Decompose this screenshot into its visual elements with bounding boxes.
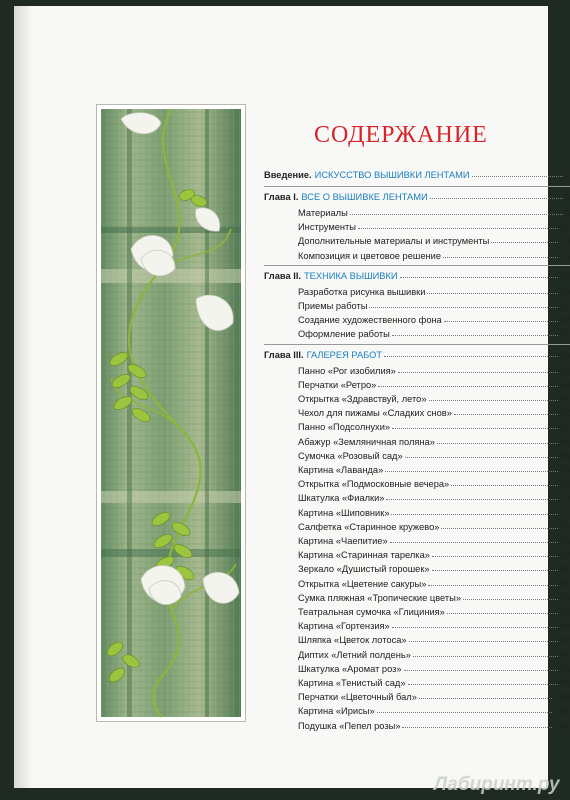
page-number: 6	[564, 192, 570, 202]
chapter-section-title: ГАЛЕРЕЯ РАБОТ	[306, 349, 383, 360]
leader-dots	[491, 242, 557, 243]
item-label: Шляпка «Цветок лотоса»	[298, 635, 407, 646]
page-number: 100	[554, 692, 570, 703]
page-number: 80	[559, 550, 570, 561]
toc-item-row[interactable]	[264, 204, 570, 218]
page-number: 94	[559, 649, 570, 660]
item-label: Картина «Тенистый сад»	[298, 678, 406, 688]
chapter-section-title: ИСКУССТВО ВЫШИВКИ ЛЕНТАМИ	[314, 170, 470, 180]
item-label: Абажур «Земляничная поляна»	[298, 436, 435, 447]
toc-item-row[interactable]	[264, 390, 570, 404]
leader-dots	[427, 293, 557, 294]
leader-dots	[437, 443, 558, 444]
item-label: Зеркало «Душистый горошек»	[298, 564, 430, 575]
item-label: Открытка «Здравствуй, лето»	[298, 394, 427, 404]
toc-item-row[interactable]	[264, 232, 570, 246]
page-spine-shadow	[14, 6, 30, 788]
leader-dots	[451, 485, 557, 486]
item-label: Картина «Чаепитие»	[298, 536, 388, 546]
toc-item-row[interactable]	[264, 646, 570, 660]
leader-dots	[391, 514, 557, 515]
page-number: 13	[559, 236, 570, 247]
item-label: Подушка «Пепел розы»	[298, 720, 401, 731]
chapter-label: Глава I.	[264, 192, 299, 202]
toc-item-row[interactable]	[264, 717, 570, 731]
chapter-label: Глава III.	[264, 349, 304, 360]
toc-chapter-row[interactable]	[264, 166, 570, 180]
leader-dots	[430, 198, 563, 199]
toc-item-row[interactable]	[264, 560, 570, 574]
book-page	[14, 6, 570, 795]
toc-item-row[interactable]	[264, 325, 570, 339]
toc-item-row[interactable]	[264, 418, 570, 432]
leader-dots	[386, 499, 557, 500]
item-label: Картина «Шиповник»	[298, 507, 390, 518]
toc-item-row[interactable]	[264, 404, 570, 418]
item-label: Картина «Гортензия»	[298, 621, 390, 632]
leader-dots	[377, 712, 553, 713]
page-number: 56	[559, 349, 570, 360]
page-number: 61	[559, 394, 570, 404]
page-number: 72	[559, 479, 570, 490]
watermark-logo: Лабиринт.ру	[434, 774, 560, 795]
page-number: 11	[560, 222, 570, 233]
toc-item-row[interactable]	[264, 362, 570, 376]
leader-dots	[432, 556, 558, 557]
page-number: 102	[554, 706, 570, 717]
page-number: 90	[559, 621, 570, 632]
chapter-divider	[264, 344, 570, 345]
leader-dots	[392, 627, 558, 628]
page-number: 86	[559, 592, 570, 603]
toc-item-row[interactable]	[264, 702, 570, 716]
item-label: Картина «Ирисы»	[298, 706, 375, 717]
toc-item-row[interactable]	[264, 688, 570, 702]
toc-item-row[interactable]	[264, 617, 570, 631]
toc-item-row[interactable]	[264, 283, 570, 297]
page-number: 76	[559, 521, 570, 532]
page-number: 96	[559, 663, 570, 674]
leader-dots	[444, 321, 558, 322]
embroidery-photo-frame	[96, 104, 246, 722]
embroidery-illustration	[101, 109, 241, 717]
leader-dots	[428, 585, 557, 586]
toc-item-row[interactable]	[264, 218, 570, 232]
page-number: 73	[559, 493, 570, 504]
leader-dots	[405, 457, 558, 458]
leader-dots	[378, 386, 557, 387]
item-label: Театральная сумочка «Глициния»	[298, 607, 445, 617]
leader-dots	[358, 228, 558, 229]
leader-dots	[454, 414, 558, 415]
toc-item-row[interactable]	[264, 532, 570, 546]
leader-dots	[385, 471, 557, 472]
leader-dots	[350, 214, 563, 215]
item-label: Приемы работы	[298, 301, 368, 311]
toc-item-row[interactable]	[264, 376, 570, 390]
item-label: Салфетка «Старинное кружево»	[298, 521, 440, 532]
item-label: Открытка «Подмосковные вечера»	[298, 479, 450, 490]
item-label: Панно «Рог изобилия»	[298, 365, 396, 376]
item-label: Картина «Старинная тарелка»	[298, 550, 430, 561]
chapter-divider	[264, 186, 570, 187]
leader-dots	[408, 684, 558, 685]
toc-item-row[interactable]	[264, 433, 570, 447]
leader-dots	[447, 613, 558, 614]
page-number: 70	[559, 465, 570, 475]
toc-chapter-row[interactable]	[264, 188, 570, 202]
item-label: Материалы	[298, 208, 348, 218]
page-number: 88	[559, 607, 570, 617]
page-number: 92	[559, 635, 570, 646]
ribbon-embroidery-photo	[101, 109, 241, 717]
chapter-section-title: ТЕХНИКА ВЫШИВКИ	[303, 270, 398, 281]
page-number: 84	[559, 578, 570, 589]
toc-item-row[interactable]	[264, 447, 570, 461]
leader-dots	[400, 277, 558, 278]
page-number: 58	[559, 365, 570, 376]
leader-dots	[369, 307, 557, 308]
page-number: 21	[559, 301, 570, 311]
page-number: 20	[559, 286, 570, 297]
page-number: 104	[554, 720, 570, 731]
leader-dots	[398, 372, 558, 373]
leader-dots	[472, 176, 563, 177]
toc-item-row[interactable]	[264, 546, 570, 560]
toc-item-row[interactable]	[264, 631, 570, 645]
leader-dots	[392, 335, 558, 336]
item-label: Композиция и цветовое решение	[298, 250, 442, 261]
item-label: Перчатки «Ретро»	[298, 379, 377, 390]
page-number: 4	[564, 170, 570, 180]
page-number: 15	[559, 250, 570, 261]
toc-item-row[interactable]	[264, 489, 570, 503]
toc-item-row[interactable]	[264, 660, 570, 674]
item-label: Перчатки «Цветочный бал»	[298, 692, 417, 703]
leader-dots	[413, 656, 558, 657]
leader-dots	[441, 528, 557, 529]
toc-item-row[interactable]	[264, 475, 570, 489]
leader-dots	[392, 428, 558, 429]
toc-chapter-row[interactable]	[264, 267, 570, 281]
leader-dots	[384, 356, 558, 357]
leader-dots	[404, 670, 558, 671]
item-label: Создание художественного фона	[298, 315, 442, 326]
toc-item-row[interactable]	[264, 247, 570, 261]
item-label: Открытка «Цветение сакуры»	[298, 578, 427, 589]
toc-item-row[interactable]	[264, 518, 570, 532]
item-label: Оформление работы	[298, 329, 390, 340]
page-number: 60	[559, 379, 570, 390]
page-number: 64	[559, 422, 570, 433]
leader-dots	[419, 698, 553, 699]
item-label: Дополнительные материалы и инструменты	[298, 236, 490, 247]
leader-dots	[409, 641, 558, 642]
toc-item-row[interactable]	[264, 575, 570, 589]
item-label: Чехол для пижамы «Сладких снов»	[298, 408, 452, 419]
toc-item-row[interactable]	[264, 603, 570, 617]
chapter-label: Введение.	[264, 170, 312, 180]
item-label: Картина «Лаванда»	[298, 465, 384, 475]
item-label: Инструменты	[298, 222, 356, 233]
page-number: 8	[564, 208, 570, 218]
page-number: 66	[559, 436, 570, 447]
leader-dots	[432, 570, 558, 571]
leader-dots	[402, 727, 552, 728]
item-label: Сумка пляжная «Тропические цветы»	[298, 592, 462, 603]
leader-dots	[390, 542, 558, 543]
item-label: Панно «Подсолнухи»	[298, 422, 391, 433]
item-label: Разработка рисунка вышивки	[298, 286, 426, 297]
toc-item-row[interactable]	[264, 461, 570, 475]
page-number: 74	[559, 507, 570, 518]
chapter-section-title: ВСЕ О ВЫШИВКЕ ЛЕНТАМИ	[301, 192, 428, 202]
toc-item-row[interactable]	[264, 297, 570, 311]
page-number: 82	[559, 564, 570, 575]
page-number: 98	[559, 678, 570, 688]
page-number: 78	[559, 536, 570, 546]
leader-dots	[429, 400, 558, 401]
page-number: 62	[559, 408, 570, 419]
toc-item-row[interactable]	[264, 674, 570, 688]
chapter-divider	[264, 265, 570, 266]
page-number: 49	[559, 315, 570, 326]
toc-chapter-row[interactable]	[264, 346, 570, 360]
toc-item-row[interactable]	[264, 589, 570, 603]
item-label: Шкатулка «Аромат роз»	[298, 663, 402, 674]
item-label: Сумочка «Розовый сад»	[298, 450, 403, 461]
toc-item-row[interactable]	[264, 311, 570, 325]
toc-title: СОДЕРЖАНИЕ	[314, 122, 488, 148]
page-number: 68	[559, 450, 570, 461]
chapter-label: Глава II.	[264, 270, 301, 281]
item-label: Шкатулка «Фиалки»	[298, 493, 385, 504]
leader-dots	[463, 599, 558, 600]
item-label: Диптих «Летний полдень»	[298, 649, 411, 660]
page-number: 54	[559, 329, 570, 340]
leader-dots	[443, 257, 558, 258]
page-number: 18	[559, 270, 570, 281]
toc-item-row[interactable]	[264, 504, 570, 518]
